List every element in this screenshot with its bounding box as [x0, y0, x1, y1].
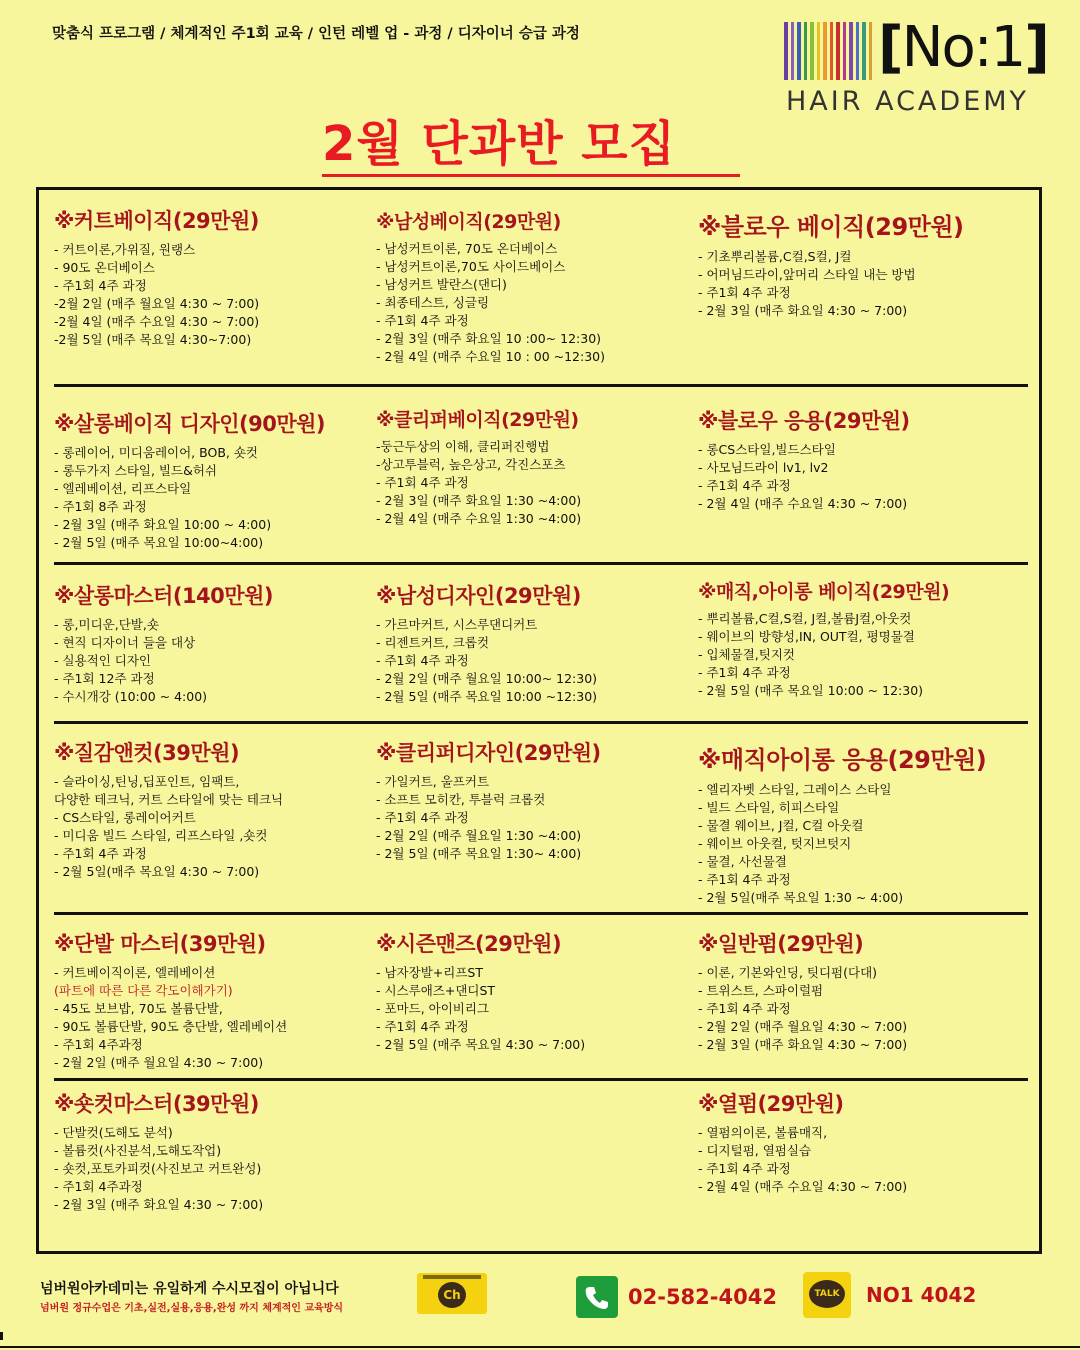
- course-detail-line: - 2월 3일 (매주 화요일 10:00 ~ 4:00): [54, 517, 272, 532]
- course-detail-line: - 가일커트, 울프커트: [376, 774, 490, 789]
- course-block: [698, 207, 964, 320]
- course-details: [698, 441, 910, 513]
- course-detail-line: - 주1회 12주 과정: [54, 671, 155, 686]
- course-detail-line: - 주1회 4주 과정: [698, 665, 791, 680]
- course-detail-line: - 실용적인 디자인: [54, 653, 151, 668]
- title-underline: [322, 174, 740, 177]
- course-details: [376, 773, 601, 863]
- course-detail-line: - 주1회 4주 과정: [54, 846, 147, 861]
- course-detail-line: (파트에 따른 다른 각도이해가기): [54, 983, 233, 998]
- course-detail-line: - 2월 4일 (매주 수요일 4:30 ~ 7:00): [698, 1179, 908, 1194]
- course-block: [54, 1088, 263, 1214]
- course-detail-line: - 단발컷(도해도 분석): [54, 1125, 173, 1140]
- course-detail-line: - 사모님드라이 lv1, lv2: [698, 460, 829, 475]
- course-block: [376, 737, 601, 863]
- course-title: ※블로우 응용(29만원): [698, 409, 910, 433]
- course-block: [698, 405, 910, 513]
- course-detail-line: - 남성커트 발란스(댄디): [376, 277, 507, 292]
- course-block: [54, 580, 273, 706]
- course-detail-line: - 어머님드라이,앞머리 스타일 내는 방법: [698, 267, 916, 282]
- course-detail-line: - 웨이브의 방향성,IN, OUT컬, 평명물결: [698, 629, 915, 644]
- course-details: [54, 773, 283, 881]
- course-detail-line: - 주1회 4주 과정: [698, 478, 791, 493]
- course-detail-line: -2월 4일 (매주 수요일 4:30 ~ 7:00): [54, 314, 260, 329]
- course-details: [698, 610, 949, 700]
- course-detail-line: - 숏컷,포토카피컷(사진보고 커트완성): [54, 1161, 262, 1176]
- course-detail-line: - 포마드, 아이비리그: [376, 1001, 490, 1016]
- course-detail-line: - 남성커트이론,70도 사이드베이스: [376, 259, 566, 274]
- course-block: [54, 205, 259, 349]
- course-title: ※남성디자인(29만원): [376, 584, 581, 608]
- row-divider: [54, 384, 1028, 387]
- page-title: 2월 단과반 모집: [322, 116, 677, 172]
- course-details: [54, 964, 287, 1072]
- logo-subtitle: HAIR ACADEMY: [786, 86, 1030, 117]
- course-detail-line: - 엘레베이션, 리프스타일: [54, 481, 192, 496]
- course-detail-line: - 뿌리볼륨,C컬,S컬, J컬,볼륨J컬,아웃컷: [698, 611, 912, 626]
- course-detail-line: - 주1회 4주 과정: [698, 1161, 791, 1176]
- course-detail-line: - 2월 2일 (매주 월요일 4:30 ~ 7:00): [54, 1055, 264, 1070]
- course-detail-line: - 2월 2일 (매주 월요일 10:00~ 12:30): [376, 671, 598, 686]
- course-block: [54, 408, 325, 552]
- course-detail-line: - 2월 5일 (매주 목요일 1:30~ 4:00): [376, 846, 582, 861]
- course-detail-line: - 2월 5일 (매주 목요일 4:30 ~ 7:00): [376, 1037, 586, 1052]
- course-detail-line: - 최종테스트, 싱글링: [376, 295, 490, 310]
- course-title: ※질감앤컷(39만원): [54, 741, 240, 765]
- course-detail-line: - 90도 온더베이스: [54, 260, 155, 275]
- logo-stripes-icon: [784, 22, 872, 80]
- channel-label: Ch: [438, 1282, 466, 1308]
- course-detail-line: - 45도 보브밥, 70도 볼륨단발,: [54, 1001, 223, 1016]
- course-block: [54, 928, 287, 1072]
- course-title: ※남성베이직(29만원): [376, 211, 561, 233]
- course-detail-line: - 미디움 빌드 스타일, 리프스타일 ,숏컷: [54, 828, 268, 843]
- course-detail-line: - 가르마커트, 시스루댄디커트: [376, 617, 538, 632]
- course-details: [54, 444, 325, 552]
- course-detail-line: - 롱CS스타일,빌드스타일: [698, 442, 836, 457]
- course-details: [376, 616, 597, 706]
- bottom-rule: [0, 1346, 1080, 1348]
- course-block: [698, 928, 907, 1054]
- course-detail-line: - 주1회 4주 과정: [376, 475, 469, 490]
- course-title: ※일반펌(29만원): [698, 932, 864, 956]
- course-block: [698, 577, 949, 700]
- course-detail-line: - 현직 디자이너 들을 대상: [54, 635, 196, 650]
- course-detail-line: - 롱레이어, 미디움레이어, BOB, 숏컷: [54, 445, 258, 460]
- course-title: ※시즌맨즈(29만원): [376, 932, 562, 956]
- course-details: [698, 248, 964, 320]
- course-details: [376, 240, 605, 366]
- course-detail-line: - 트위스트, 스파이럴펌: [698, 983, 824, 998]
- course-detail-line: - 주1회 4주 과정: [698, 285, 791, 300]
- course-details: [698, 1124, 907, 1196]
- course-detail-line: -2월 5일 (매주 목요일 4:30~7:00): [54, 332, 252, 347]
- course-detail-line: - 주1회 4주 과정: [698, 872, 791, 887]
- footer-subnotice: 넘버원 정규수업은 기초,실전,실용,응용,완성 까지 체계적인 교육방식: [40, 1303, 344, 1314]
- course-detail-line: - 볼륨컷(사진분석,도해도작업): [54, 1143, 222, 1158]
- course-detail-line: - 리젠트커트, 크롭컷: [376, 635, 490, 650]
- row-divider: [54, 721, 1028, 724]
- course-detail-line: - 입체물결,팃지컷: [698, 647, 795, 662]
- course-detail-line: - 2월 4일 (매주 수요일 4:30 ~ 7:00): [698, 496, 908, 511]
- talk-label: TALK: [809, 1280, 845, 1308]
- course-detail-line: - 2월 5일 (매주 목요일 10:00 ~12:30): [376, 689, 598, 704]
- logo-main: No:1: [901, 15, 1025, 80]
- course-detail-line: -2월 2일 (매주 월요일 4:30 ~ 7:00): [54, 296, 260, 311]
- course-details: [54, 1124, 263, 1214]
- course-details: [54, 616, 273, 706]
- course-title: ※매직아이롱 응용(29만원): [698, 746, 987, 774]
- course-block: [376, 580, 597, 706]
- course-title: ※클리퍼베이직(29만원): [376, 409, 579, 431]
- course-block: [376, 405, 581, 528]
- course-detail-line: - 커트이론,가위질, 원랭스: [54, 242, 196, 257]
- course-title: ※살롱마스터(140만원): [54, 584, 273, 608]
- course-detail-line: - 주1회 4주 과정: [698, 1001, 791, 1016]
- course-detail-line: - 주1회 4주 과정: [54, 278, 147, 293]
- course-detail-line: - 남성커트이론, 70도 온더베이스: [376, 241, 558, 256]
- course-block: [54, 737, 283, 881]
- row-divider: [54, 912, 1028, 915]
- course-detail-line: - 주1회 4주 과정: [376, 313, 469, 328]
- course-detail-line: - 2월 5일 (매주 목요일 10:00 ~ 12:30): [698, 683, 924, 698]
- course-detail-line: - 2월 5일(매주 목요일 4:30 ~ 7:00): [54, 864, 260, 879]
- course-detail-line: - 주1회 4주 과정: [376, 810, 469, 825]
- course-detail-line: - 웨이브 아웃컬, 텃지브텃지: [698, 836, 852, 851]
- top-tagline: 맞춤식 프로그램 / 체계적인 주1회 교육 / 인턴 레벨 업 - 과정 / 디자이너 승급 과정: [52, 26, 580, 42]
- course-detail-line: - 커트베이직이론, 엘레베이션: [54, 965, 216, 980]
- course-detail-line: - 롱,미디운,단발,숏: [54, 617, 159, 632]
- course-detail-line: - 이론, 기본와인딩, 팃디펌(다대): [698, 965, 878, 980]
- course-detail-line: - 2월 3일 (매주 화요일 10 :00~ 12:30): [376, 331, 602, 346]
- course-block: [698, 1088, 907, 1196]
- course-detail-line: - 물결 웨이브, J컬, C컬 아웃컬: [698, 818, 864, 833]
- course-detail-line: - 수시개강 (10:00 ~ 4:00): [54, 689, 208, 704]
- course-title: ※블로우 베이직(29만원): [698, 213, 964, 241]
- course-details: [376, 438, 581, 528]
- kakaotalk-id[interactable]: NO1 4042: [866, 1283, 977, 1307]
- footer-notice: 넘버원아카데미는 유일하게 수시모집이 아닙니다: [40, 1281, 339, 1297]
- course-detail-line: - 2월 5일 (매주 목요일 10:00~4:00): [54, 535, 264, 550]
- course-title: ※단발 마스터(39만원): [54, 932, 266, 956]
- course-block: [698, 740, 986, 907]
- course-detail-line: - 2월 4일 (매주 수요일 10 : 00 ~12:30): [376, 349, 606, 364]
- course-detail-line: - 시스루애즈+댄디ST: [376, 983, 496, 998]
- course-detail-line: - 열펌의이론, 볼륨매직,: [698, 1125, 828, 1140]
- course-detail-line: - 2월 3일 (매주 화요일 4:30 ~ 7:00): [698, 1037, 908, 1052]
- course-detail-line: - 2월 2일 (매주 월요일 1:30 ~4:00): [376, 828, 582, 843]
- course-detail-line: - 2월 3일 (매주 화요일 1:30 ~4:00): [376, 493, 582, 508]
- kakaotalk-icon[interactable]: [803, 1272, 851, 1318]
- course-detail-line: - 빌드 스타일, 히피스타일: [698, 800, 840, 815]
- course-detail-line: 다양한 테크닉, 커트 스타일에 맞는 테크닉: [54, 792, 284, 807]
- course-detail-line: - 2월 3일 (매주 화요일 4:30 ~ 7:00): [54, 1197, 264, 1212]
- kakao-channel-icon[interactable]: [417, 1273, 487, 1314]
- course-details: [376, 964, 585, 1054]
- course-detail-line: - 엘리자벳 스타일, 그레이스 스타일: [698, 782, 892, 797]
- course-detail-line: - 물결, 사선물결: [698, 854, 787, 869]
- course-detail-line: - 남자장발+리프ST: [376, 965, 483, 980]
- course-detail-line: - 롱두가지 스타일, 빌드&허쉬: [54, 463, 217, 478]
- course-detail-line: - 주1회 4주 과정: [376, 1019, 469, 1034]
- course-detail-line: - 기초뿌리볼륨,C컬,S컬, J컬: [698, 249, 852, 264]
- course-block: [376, 207, 605, 366]
- course-detail-line: - CS스타일, 롱레이어커트: [54, 810, 196, 825]
- course-detail-line: - 90도 볼륨단발, 90도 층단발, 엘레베이션: [54, 1019, 288, 1034]
- course-detail-line: - 주1회 8주 과정: [54, 499, 147, 514]
- course-detail-line: - 소프트 모히칸, 투블럭 크롭컷: [376, 792, 546, 807]
- course-details: [54, 241, 259, 349]
- course-title: ※매직,아이롱 베이직(29만원): [698, 581, 950, 603]
- course-details: [698, 781, 986, 907]
- phone-number[interactable]: 02-582-4042: [628, 1285, 777, 1309]
- row-divider: [54, 1078, 1028, 1081]
- course-title: ※커트베이직(29만원): [54, 209, 259, 233]
- course-title: ※열펌(29만원): [698, 1092, 844, 1116]
- course-title: ※살롱베이직 디자인(90만원): [54, 412, 326, 436]
- row-divider: [54, 562, 1028, 565]
- phone-icon[interactable]: [576, 1276, 618, 1318]
- course-detail-line: - 2월 2일 (매주 월요일 4:30 ~ 7:00): [698, 1019, 908, 1034]
- course-detail-line: -둥근두상의 이해, 클리퍼진행법: [376, 439, 550, 454]
- course-detail-line: - 슬라이싱,틴닝,딥포인트, 임팩트,: [54, 774, 240, 789]
- course-title: ※숏컷마스터(39만원): [54, 1092, 259, 1116]
- corner-mark: [0, 1332, 3, 1340]
- course-title: ※클리퍼디자인(29만원): [376, 741, 601, 765]
- course-detail-line: -상고투블럭, 높은상고, 각진스포츠: [376, 457, 566, 472]
- course-detail-line: - 2월 3일 (매주 화요일 4:30 ~ 7:00): [698, 303, 908, 318]
- course-detail-line: - 주1회 4주 과정: [376, 653, 469, 668]
- course-detail-line: - 주1회 4주과정: [54, 1037, 143, 1052]
- course-detail-line: - 주1회 4주과정: [54, 1179, 143, 1194]
- course-detail-line: - 디지털펌, 열펌실습: [698, 1143, 812, 1158]
- course-block: [376, 928, 585, 1054]
- academy-logo: [No:1] HAIR ACADEMY: [786, 15, 1048, 117]
- course-details: [698, 964, 907, 1054]
- course-detail-line: - 2월 4일 (매주 수요일 1:30 ~4:00): [376, 511, 582, 526]
- course-detail-line: - 2월 5일(매주 목요일 1:30 ~ 4:00): [698, 890, 904, 905]
